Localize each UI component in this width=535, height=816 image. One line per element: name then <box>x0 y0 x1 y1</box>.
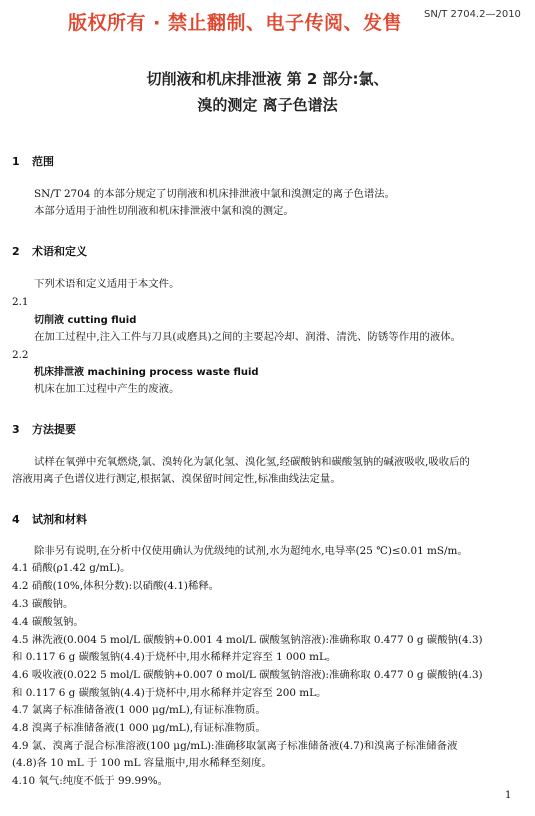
document-title-line-2: 溴的测定 离子色谱法 <box>197 96 338 114</box>
paragraph-line: 试样在氧弹中充氧燃烧,氯、溴转化为氯化氢、溴化氢,经碳酸钠和碳酸氢钠的碱液吸收,吸收后的 <box>34 456 470 468</box>
list-item-continuation: 和 0.117 6 g 碳酸氢钠(4.4)于烧杯中,用水稀释并定容至 1 000 mL。 <box>12 651 337 663</box>
section-number: 2 <box>12 245 20 258</box>
term-number: 2.1 <box>12 296 29 308</box>
list-item: 4.3 碳酸钠。 <box>12 598 74 610</box>
section-title: 术语和定义 <box>32 245 87 258</box>
paragraph-line: 溶液用离子色谱仪进行测定,根据氯、溴保留时间定性,标准曲线法定量。 <box>12 473 341 485</box>
section-number: 1 <box>12 155 20 168</box>
term-definition: 在加工过程中,注入工件与刀具(或磨具)之间的主要起冷却、润滑、清洗、防锈等作用的液体。 <box>34 331 462 343</box>
list-item: 4.6 吸收液(0.022 5 mol/L 碳酸钠+0.007 0 mol/L 碳酸氢钠溶液):准确称取 0.477 0 g 碳酸钠(4.3) <box>12 669 483 681</box>
document-title-line-1: 切削液和机床排泄液 第 2 部分:氯、 <box>146 70 389 88</box>
list-item: 4.2 硝酸(10%,体积分数):以硝酸(4.1)稀释。 <box>12 580 220 592</box>
section-title: 范围 <box>32 155 54 168</box>
standard-number: SN/T 2704.2—2010 <box>424 9 521 20</box>
page-number: 1 <box>505 790 512 801</box>
list-item: 4.9 氯、溴离子混合标准溶液(100 μg/mL):准确移取氯离子标准储备液(4.7)和溴离子标准储备液 <box>12 740 458 752</box>
term-name: 切削液 cutting fluid <box>34 315 137 326</box>
section-4-heading <box>12 511 87 527</box>
list-item: 4.4 碳酸氢钠。 <box>12 616 84 628</box>
section-number: 4 <box>12 513 20 526</box>
section-3-heading <box>12 421 76 437</box>
paragraph: 本部分适用于油性切削液和机床排泄液中氯和溴的测定。 <box>34 205 294 217</box>
section-title: 试剂和材料 <box>32 513 87 526</box>
copyright-watermark: 版权所有 · 禁止翻制、电子传阅、发售 <box>68 12 402 34</box>
list-item-continuation: (4.8)各 10 mL 于 100 mL 容量瓶中,用水稀释至刻度。 <box>12 757 272 769</box>
list-item: 4.1 硝酸(ρ1.42 g/mL)。 <box>12 562 131 574</box>
paragraph: SN/T 2704 的本部分规定了切削液和机床排泄液中氯和溴测定的离子色谱法。 <box>34 188 396 200</box>
list-item: 4.7 氯离子标准储备液(1 000 μg/mL),有证标准物质。 <box>12 704 266 716</box>
section-1-heading <box>12 153 54 169</box>
paragraph: 下列术语和定义适用于本文件。 <box>34 278 180 290</box>
list-item-continuation: 和 0.117 6 g 碳酸氢钠(4.4)于烧杯中,用水稀释并定容至 200 mL。 <box>12 687 327 699</box>
list-item: 4.10 氧气:纯度不低于 99.99%。 <box>12 775 168 787</box>
section-title: 方法提要 <box>32 423 76 436</box>
section-number: 3 <box>12 423 20 436</box>
term-definition: 机床在加工过程中产生的废液。 <box>34 383 180 395</box>
paragraph: 除非另有说明,在分析中仅使用确认为优级纯的试剂,水为超纯水,电导率(25 ℃)≤0.01 mS/m。 <box>34 545 468 557</box>
list-item: 4.8 溴离子标准储备液(1 000 μg/mL),有证标准物质。 <box>12 722 266 734</box>
term-number: 2.2 <box>12 349 29 361</box>
term-name: 机床排泄液 machining process waste fluid <box>34 367 259 378</box>
section-2-heading <box>12 243 87 259</box>
list-item: 4.5 淋洗液(0.004 5 mol/L 碳酸钠+0.001 4 mol/L 碳酸氢钠溶液):准确称取 0.477 0 g 碳酸钠(4.3) <box>12 634 483 646</box>
